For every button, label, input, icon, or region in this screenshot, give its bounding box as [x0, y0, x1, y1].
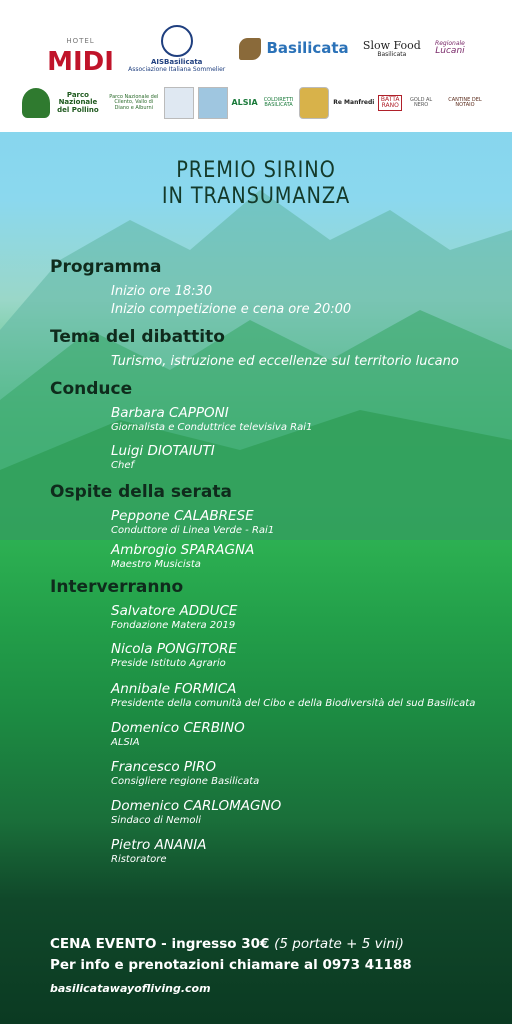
title-line-2: IN TRANSUMANZA — [161, 184, 351, 210]
person-name: Annibale FORMICA — [111, 681, 237, 697]
person-role: Giornalista e Conduttrice televisiva Rai1 — [111, 422, 313, 434]
parco-pollino-logo — [22, 88, 104, 118]
emblem-logo — [299, 87, 329, 119]
person-name: Francesco PIRO — [111, 759, 217, 775]
regione-logo — [435, 41, 465, 57]
heading-conduce: Conduce — [50, 379, 133, 399]
tema-text: Turismo, istruzione ed eccellenze sul territorio lucano — [111, 354, 459, 369]
person-role: Sindaco di Nemoli — [111, 815, 202, 827]
person-name: Domenico CERBINO — [111, 720, 245, 736]
basilicata-text: Basilicata — [266, 39, 349, 58]
programma-line-2: Inizio competizione e cena ore 20:00 — [111, 302, 352, 317]
person-name: Domenico CARLOMAGNO — [111, 798, 282, 814]
sponsor-row-2 — [0, 80, 512, 126]
event-title — [0, 158, 512, 211]
person-role: Preside Istituto Agrario — [111, 658, 226, 670]
parco-cilento-logo — [108, 95, 160, 111]
ais-sub: Associazione Italiana Sommelier — [128, 65, 226, 73]
heading-tema: Tema del dibattito — [50, 327, 225, 347]
person-calabrese — [111, 508, 274, 537]
person-pongitore — [111, 641, 237, 670]
battarano-text: BATTARANO — [380, 95, 400, 109]
coldiretti-logo — [262, 98, 296, 109]
person-name: Pietro ANANIA — [111, 837, 207, 853]
person-capponi — [111, 405, 312, 434]
person-name: Nicola PONGITORE — [111, 641, 237, 657]
ais-basilicata-logo — [128, 25, 225, 73]
website-link[interactable]: basilicatawayofliving.com — [50, 982, 211, 995]
cena-detail: (5 portate + 5 vini) — [274, 936, 404, 952]
bird-icon — [164, 87, 194, 119]
regione-sub: Lucani — [435, 46, 465, 57]
person-role: Consigliere regione Basilicata — [111, 776, 260, 788]
person-carlomagno — [111, 798, 281, 827]
cena-label: CENA EVENTO - ingresso 30€ — [50, 936, 270, 952]
cantine-del-notaio-logo — [440, 98, 490, 109]
cantine-text: CANTINE DEL NOTAIO — [448, 96, 482, 108]
re-manfredi-text: Re Manfredi — [333, 98, 375, 106]
title-line-1: PREMIO SIRINO — [176, 158, 336, 183]
logo-4 — [198, 87, 228, 119]
cilento-text: Parco Nazionale del Cilento, Vallo di Diano e Alburni — [109, 94, 159, 111]
event-footer — [50, 934, 412, 976]
person-name: Salvatore ADDUCE — [111, 603, 238, 619]
hotel-midi-logo — [47, 22, 114, 77]
person-adduce — [111, 603, 237, 632]
person-diotaiuti — [111, 443, 215, 472]
hotel-midi-text: MIDI — [47, 47, 114, 77]
person-name: Barbara CAPPONI — [111, 405, 229, 421]
cena-line — [50, 934, 412, 955]
person-cerbino — [111, 720, 245, 749]
person-role: Fondazione Matera 2019 — [111, 620, 236, 632]
sponsor-row-1 — [0, 24, 512, 77]
slow-food-logo — [363, 40, 421, 58]
person-role: Conduttore di Linea Verde - Rai1 — [111, 525, 275, 537]
pollino-text: Parco Nazionale del Pollino — [57, 90, 99, 114]
ais-text: AISBasilicata — [150, 58, 203, 67]
person-name: Ambrogio SPARAGNA — [111, 542, 255, 558]
sponsor-logo-band — [0, 0, 512, 132]
person-formica — [111, 681, 475, 710]
person-role: ALSIA — [111, 737, 140, 749]
leaf-icon — [239, 38, 261, 60]
person-sparagna — [111, 542, 254, 571]
person-piro — [111, 759, 259, 788]
coldiretti-text: COLDIRETTI BASILICATA — [263, 96, 294, 108]
landscape-icon — [198, 87, 228, 119]
person-anania — [111, 837, 206, 866]
person-name: Luigi DIOTAIUTI — [111, 443, 215, 459]
re-manfredi-logo — [333, 100, 374, 106]
alsia-text: ALSIA — [231, 97, 258, 107]
heading-interverranno: Interverranno — [50, 577, 184, 597]
slow-food-text: Slow Food — [362, 39, 421, 53]
logo-3 — [164, 87, 194, 119]
gold-text: GOLD AL NERO — [409, 96, 433, 108]
info-line: Per info e prenotazioni chiamare al 0973 41188 — [50, 956, 412, 973]
shield-icon — [299, 87, 329, 119]
battarano-logo — [378, 95, 402, 112]
tree-icon — [22, 88, 50, 118]
ais-emblem-icon — [161, 25, 193, 57]
programma-line-1: Inizio ore 18:30 — [111, 284, 213, 299]
person-name: Peppone CALABRESE — [111, 508, 254, 524]
person-role: Presidente della comunità del Cibo e della Biodiversità del sud Basilicata — [111, 698, 476, 710]
person-role: Chef — [111, 460, 134, 472]
gold-al-nero-logo — [406, 98, 436, 109]
heading-programma: Programma — [50, 257, 162, 277]
slow-food-sub: Basilicata — [377, 50, 407, 58]
person-role: Maestro Musicista — [111, 559, 201, 571]
regione-text: Regionale — [435, 40, 465, 48]
heading-ospite: Ospite della serata — [50, 482, 232, 502]
basilicata-logo — [239, 38, 348, 60]
alsia-logo — [231, 99, 257, 107]
person-role: Ristoratore — [111, 854, 167, 866]
hotel-midi-sub: HOTEL — [66, 36, 95, 45]
